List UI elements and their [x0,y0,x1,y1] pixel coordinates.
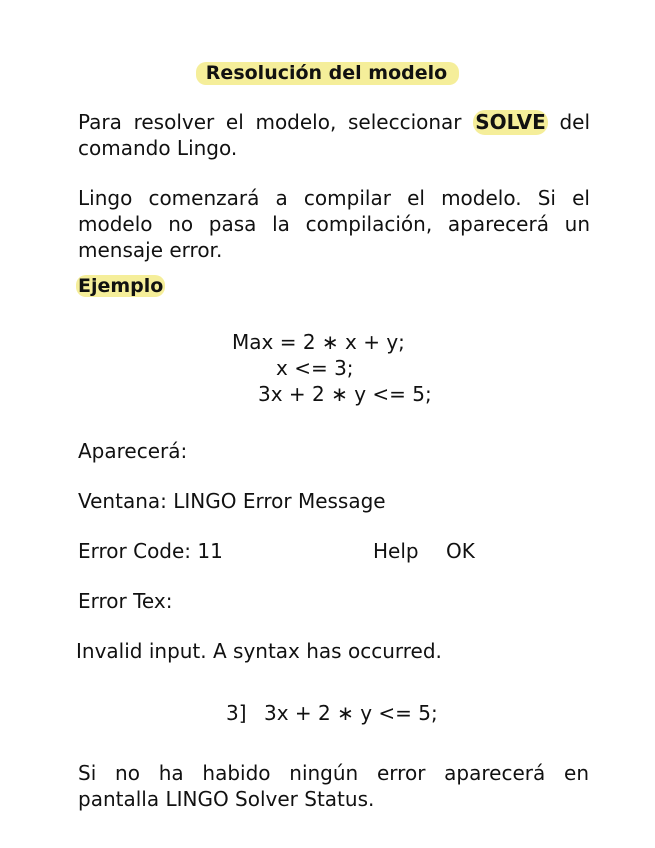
example-heading-text: Ejemplo [78,275,164,297]
error-line-reference: 3] [226,701,247,725]
model-constraint-2: 3x + 2 ∗ y <= 5; [258,382,432,406]
solve-keyword: SOLVE [475,110,546,134]
solve-instruction-paragraph [78,109,590,161]
page-title-text: Resolución del modelo [196,62,459,85]
error-equation: 3x + 2 ∗ y <= 5; [264,701,438,725]
appears-label: Aparecerá: [78,439,188,463]
example-heading [76,273,165,299]
ok-button[interactable]: OK [446,539,475,563]
error-text-label: Error Tex: [78,589,173,613]
solve-instruction-text-before: Para resolver el modelo, seleccionar [78,110,474,134]
solve-instruction-text-after: del comando Lingo. [78,110,590,160]
final-paragraph: Si no ha habido ningún error aparecerá en pantalla LINGO Solver Status. [78,761,589,811]
help-button[interactable]: Help [373,539,419,563]
invalid-input-message: Invalid input. A syntax has occurred. [76,639,442,663]
error-code-line: Error Code: 11 [78,539,223,563]
model-constraint-1: x <= 3; [276,356,354,380]
model-objective-line: Max = 2 ∗ x + y; [232,330,405,354]
page-title [0,60,655,86]
compile-paragraph: Lingo comenzará a compilar el modelo. Si el modelo no pasa la compilación, aparecerá un mensaje error. [78,186,590,262]
window-title-line: Ventana: LINGO Error Message [78,489,386,513]
